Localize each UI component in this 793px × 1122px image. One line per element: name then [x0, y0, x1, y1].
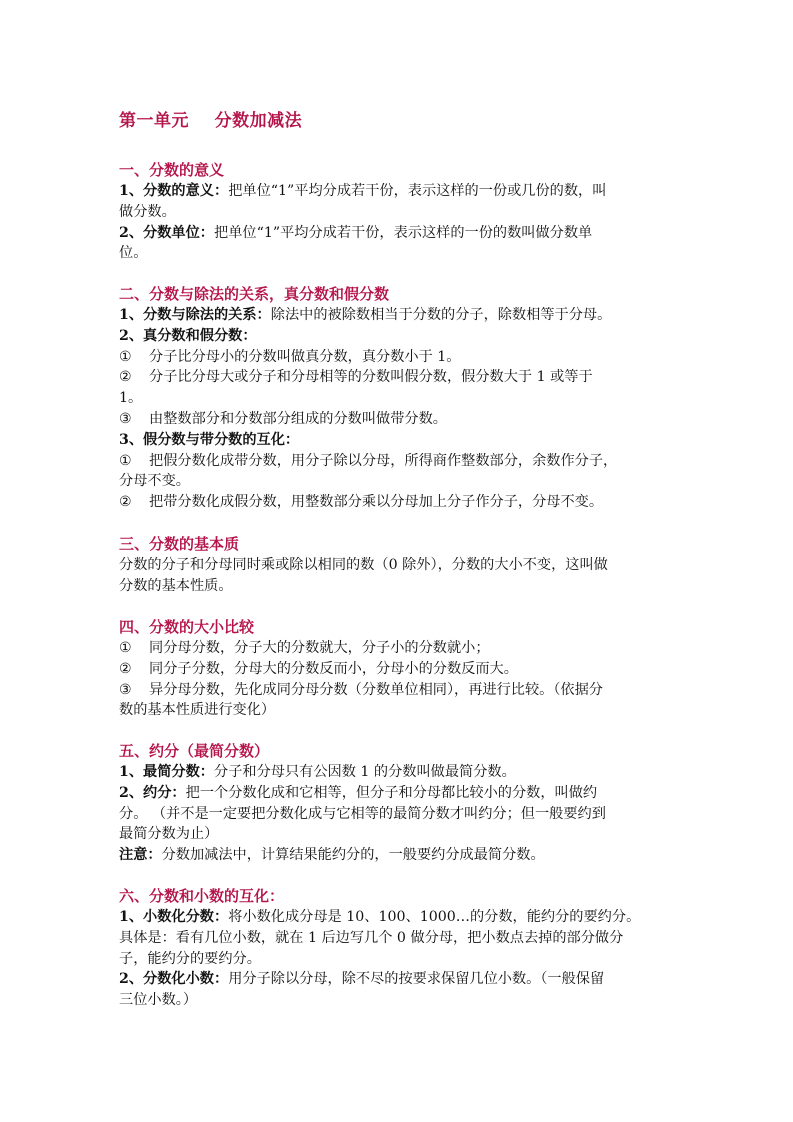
line-text: 异分母分数，先化成同分母分数（分数单位相同），再进行比较。（依据分 — [149, 681, 603, 698]
list-marker: ② — [119, 369, 132, 386]
text-line — [119, 181, 679, 202]
section-heading: 四、分数的大小比较 — [119, 618, 255, 636]
term-label: 1、分数的意义： — [119, 183, 229, 199]
line-text: 同分母分数，分子大的分数就大，分子小的分数就小； — [149, 640, 490, 656]
term-label: 3、假分数与带分数的互化： — [119, 431, 300, 448]
text-line — [119, 845, 679, 866]
text-line — [119, 990, 679, 1011]
text-line — [119, 576, 679, 597]
text-line — [119, 471, 679, 492]
text-line — [119, 223, 679, 244]
list-marker: ① — [119, 640, 132, 656]
line-text: 做分数。 — [119, 203, 176, 220]
text-line — [119, 430, 679, 451]
line-text: 1。 — [119, 390, 143, 407]
line-text: 由整数部分和分数部分组成的分数叫做带分数。 — [149, 410, 447, 427]
text-line — [119, 680, 679, 701]
term-label: 2、约分： — [119, 784, 186, 801]
list-marker: ② — [119, 494, 132, 511]
text-line — [119, 367, 679, 388]
text-line — [119, 907, 679, 928]
section-meaning — [119, 160, 679, 264]
line-text: 三位小数。） — [119, 992, 198, 1009]
text-line — [119, 202, 679, 223]
text-line — [119, 451, 679, 472]
line-text: 分母不变。 — [119, 473, 190, 490]
text-line — [119, 555, 679, 576]
line-text: 用分子除以分母，除不尽的按要求保留几位小数。（一般保留 — [228, 971, 605, 988]
text-line — [119, 824, 679, 845]
term-label: 2、分数单位： — [119, 224, 214, 241]
line-text: 把假分数化成带分数，用分子除以分母，所得商作整数部分，余数作分子， — [149, 452, 618, 469]
section-division-relation — [119, 284, 679, 513]
list-marker: ③ — [119, 681, 132, 698]
text-line — [119, 804, 679, 825]
line-text: 除法中的被除数相当于分数的分子，除数相等于分母。 — [270, 307, 612, 323]
line-text: 最简分数为止） — [119, 826, 219, 843]
line-text: 具体是：看有几位小数，就在 1 后边写几个 0 做分母，把小数点去掉的部分做分 — [119, 929, 624, 946]
section-comparison — [119, 617, 679, 721]
section-reduction — [119, 741, 679, 866]
line-text: 分子和分母只有公因数 1 的分数叫做最简分数。 — [214, 764, 516, 780]
text-line — [119, 388, 679, 409]
section-heading: 二、分数与除法的关系，真分数和假分数 — [119, 285, 390, 303]
list-marker: ① — [119, 452, 132, 469]
section-decimal-conversion — [119, 886, 679, 1011]
term-label: 1、最简分数： — [119, 764, 214, 780]
section-heading: 六、分数和小数的互化： — [119, 887, 285, 905]
text-line — [119, 659, 679, 680]
text-line — [119, 949, 679, 970]
text-line — [119, 347, 679, 368]
term-label: 1、小数化分数： — [119, 909, 229, 925]
text-line — [119, 762, 679, 783]
line-text: 分子比分母小的分数叫做真分数，真分数小于 1。 — [149, 348, 461, 365]
line-text: 把单位“1”平均分成若干份，表示这样的一份或几份的数，叫 — [228, 183, 607, 199]
line-text: 数的基本性质进行变化） — [119, 702, 276, 719]
line-text: 把单位“1”平均分成若干份，表示这样的一份的数叫做分数单 — [214, 224, 593, 241]
line-text: 子，能约分的要约分。 — [119, 950, 261, 967]
term-label: 注意： — [119, 847, 162, 864]
text-line — [119, 700, 679, 721]
term-label: 2、真分数和假分数： — [119, 327, 257, 344]
line-text: 把带分数化成假分数，用整数部分乘以分母加上分子作分子，分母不变。 — [149, 494, 604, 511]
line-text: 将小数化成分母是 10、100、1000…的分数，能约分的要约分。 — [228, 909, 641, 925]
section-heading: 一、分数的意义 — [119, 161, 225, 179]
text-line — [119, 492, 679, 513]
section-basic-property — [119, 534, 679, 597]
term-label: 2、分数化小数： — [119, 971, 229, 988]
line-text: 把一个分数化成和它相等，但分子和分母都比较小的分数，叫做约 — [185, 784, 598, 801]
line-text: 位。 — [119, 245, 148, 262]
line-text: 分数的基本性质。 — [119, 577, 233, 594]
term-label: 1、分数与除法的关系： — [119, 307, 271, 323]
section-heading: 三、分数的基本质 — [119, 535, 240, 553]
list-marker: ③ — [119, 410, 132, 427]
section-heading: 五、约分（最简分数） — [119, 742, 270, 760]
line-text: 分数加减法中，计算结果能约分的，一般要约分成最简分数。 — [161, 847, 545, 864]
list-marker: ② — [119, 660, 132, 677]
unit-title: 第一单元 分数加减法 — [119, 111, 303, 131]
text-line — [119, 969, 679, 990]
text-line — [119, 638, 679, 659]
line-text: 同分子分数，分母大的分数反而小，分母小的分数反而大。 — [149, 660, 518, 677]
line-text: 分子比分母大或分子和分母相等的分数叫假分数，假分数大于 1 或等于 — [149, 369, 593, 386]
text-line — [119, 305, 679, 326]
text-line — [119, 326, 679, 347]
list-marker: ① — [119, 348, 132, 365]
line-text: 分。 （并不是一定要把分数化成与它相等的最简分数才叫约分；但一般要约到 — [119, 805, 606, 822]
text-line — [119, 243, 679, 264]
text-line — [119, 783, 679, 804]
text-line — [119, 928, 679, 949]
line-text: 分数的分子和分母同时乘或除以相同的数（0 除外），分数的大小不变，这叫做 — [119, 557, 608, 573]
text-line — [119, 409, 679, 430]
